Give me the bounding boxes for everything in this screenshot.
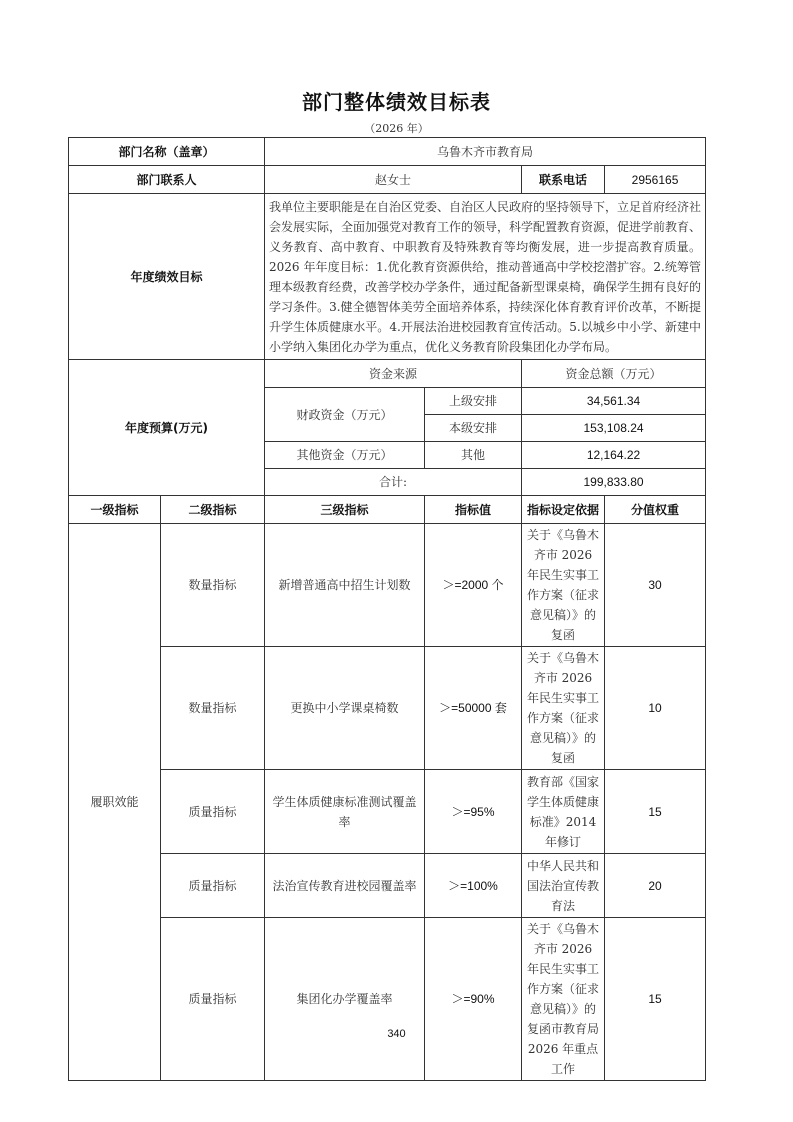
- indicator-value: ＞=2000 个: [425, 524, 522, 647]
- header-level1: 一级指标: [69, 496, 161, 524]
- other-fund-label: 其他资金（万元）: [265, 442, 425, 469]
- table-row: [69, 524, 706, 647]
- indicator-basis: 关于《乌鲁木齐市 2026 年民生实事工作方案（征求意见稿）》的复函: [522, 647, 605, 770]
- dept-contact-value: 赵女士: [265, 166, 522, 194]
- table-row: [69, 854, 706, 918]
- local-arrangement-label: 本级安排: [425, 415, 522, 442]
- table-row: [69, 770, 706, 854]
- indicator-weight: 30: [605, 524, 706, 647]
- table-row: [69, 918, 706, 1081]
- performance-table: [68, 137, 706, 1081]
- level2-indicator: 质量指标: [161, 770, 265, 854]
- indicator-basis: 教育部《国家学生体质健康标准》2014 年修订: [522, 770, 605, 854]
- level2-indicator: 质量指标: [161, 854, 265, 918]
- indicator-weight: 15: [605, 918, 706, 1081]
- dept-name-row: [69, 138, 706, 166]
- annual-goal-row: [69, 194, 706, 360]
- page-title: 部门整体绩效目标表: [302, 90, 491, 114]
- other-sub-label: 其他: [425, 442, 522, 469]
- indicator-weight: 15: [605, 770, 706, 854]
- level3-indicator: 集团化办学覆盖率: [265, 918, 425, 1081]
- level3-indicator: 法治宣传教育进校园覆盖率: [265, 854, 425, 918]
- annual-goal-label: 年度绩效目标: [69, 194, 265, 360]
- level2-indicator: 数量指标: [161, 524, 265, 647]
- total-value: 199,833.80: [522, 469, 706, 496]
- header-level3: 三级指标: [265, 496, 425, 524]
- phone-value: 2956165: [605, 166, 706, 194]
- other-fund-value: 12,164.22: [522, 442, 706, 469]
- level3-indicator: 新增普通高中招生计划数: [265, 524, 425, 647]
- fund-amount-header: 资金总额（万元）: [522, 360, 706, 388]
- level2-indicator: 数量指标: [161, 647, 265, 770]
- total-label: 合计:: [265, 469, 522, 496]
- dept-name-value: 乌鲁木齐市教育局: [265, 138, 706, 166]
- header-level2: 二级指标: [161, 496, 265, 524]
- dept-contact-label: 部门联系人: [69, 166, 265, 194]
- indicator-basis: 中华人民共和国法治宣传教育法: [522, 854, 605, 918]
- header-basis: 指标设定依据: [522, 496, 605, 524]
- year-subtitle: （2026 年）: [364, 122, 429, 135]
- upper-arrangement-value: 34,561.34: [522, 388, 706, 415]
- indicator-header-row: [69, 496, 706, 524]
- local-arrangement-value: 153,108.24: [522, 415, 706, 442]
- header-value: 指标值: [425, 496, 522, 524]
- annual-goal-text: 我单位主要职能是在自治区党委、自治区人民政府的坚持领导下，立足首府经济社会发展实际，全面加强党对教育工作的领导，科学配置教育资源，促进学前教育、义务教育、高中教育、中职教育及特殊教育等均衡发展，进一步提高教育质量。2026 年年度目标：1.优化教育资源供给，推动普通高中学校挖潜扩容。2.统筹管理本级教育经费，改善学校办学条件，通过配备新型课桌椅，确保学生拥有良好的学习条件。3.健全德智体美劳全面培养体系，持续深化体育教育评价改革，不断提升学生体质健康水平。4.开展法治进校园教育宣传活动。5.以城乡中小学、新建中小学纳入集团化办学为重点，优化义务教育阶段集团化办学布局。: [265, 194, 706, 360]
- annual-budget-label: 年度预算(万元): [69, 360, 265, 496]
- dept-name-label: 部门名称（盖章）: [69, 138, 265, 166]
- level1-indicator: 履职效能: [69, 524, 161, 1081]
- indicator-value: ＞=90%: [425, 918, 522, 1081]
- table-row: [69, 647, 706, 770]
- indicator-basis: 关于《乌鲁木齐市 2026 年民生实事工作方案（征求意见稿）》的复函市教育局 2026 年重点工作: [522, 918, 605, 1081]
- budget-header-row: [69, 360, 706, 388]
- level3-indicator: 更换中小学课桌椅数: [265, 647, 425, 770]
- fiscal-fund-label: 财政资金（万元）: [265, 388, 425, 442]
- upper-arrangement-label: 上级安排: [425, 388, 522, 415]
- indicator-weight: 10: [605, 647, 706, 770]
- indicator-basis: 关于《乌鲁木齐市 2026 年民生实事工作方案（征求意见稿）》的复函: [522, 524, 605, 647]
- level3-indicator: 学生体质健康标准测试覆盖率: [265, 770, 425, 854]
- page-number: 340: [387, 1028, 406, 1040]
- fund-source-header: 资金来源: [265, 360, 522, 388]
- header-weight: 分值权重: [605, 496, 706, 524]
- phone-label: 联系电话: [522, 166, 605, 194]
- indicator-value: ＞=100%: [425, 854, 522, 918]
- level2-indicator: 质量指标: [161, 918, 265, 1081]
- indicator-value: ＞=50000 套: [425, 647, 522, 770]
- dept-contact-row: [69, 166, 706, 194]
- indicator-weight: 20: [605, 854, 706, 918]
- indicator-value: ＞=95%: [425, 770, 522, 854]
